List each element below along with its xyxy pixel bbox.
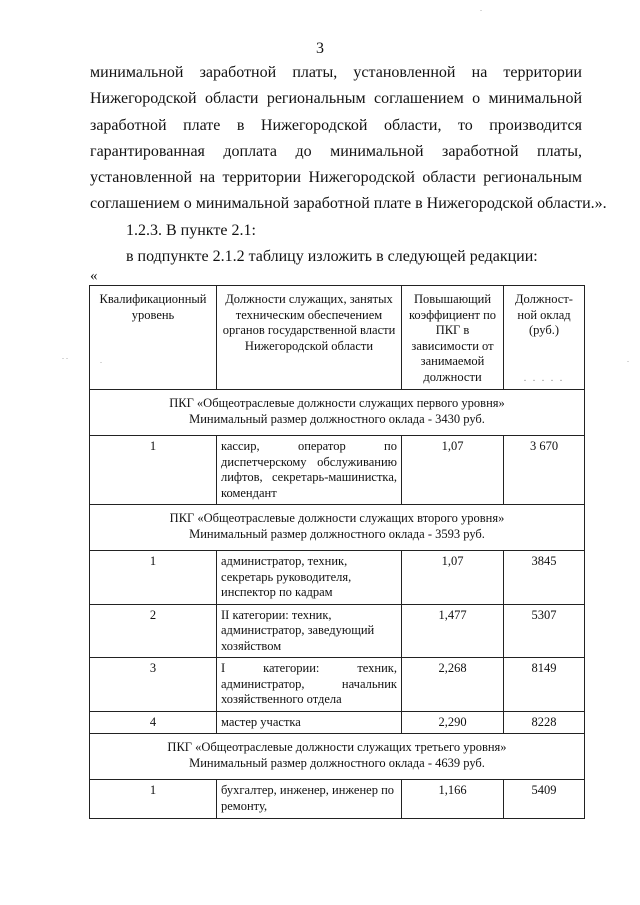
- cell-salary: 5409: [504, 780, 585, 819]
- cell-coefficient: 1,166: [402, 780, 504, 819]
- group-header-row: [90, 734, 585, 780]
- table-row: [90, 780, 585, 819]
- table-row: [90, 604, 585, 658]
- group-header: [90, 390, 585, 436]
- cell-coefficient: 1,477: [402, 604, 504, 658]
- group-min-salary: Минимальный размер должностного оклада - 4639 руб.: [189, 755, 485, 770]
- clause-heading: 1.2.3. В пункте 2.1:: [126, 221, 256, 239]
- group-min-salary: Минимальный размер должностного оклада - 3430 руб.: [189, 411, 485, 426]
- paragraph-line: установленной на территории Нижегородской области региональным: [90, 169, 582, 187]
- paragraph-line: гарантированная доплата до минимальной заработной платы,: [90, 142, 582, 160]
- paragraph-line: заработной плате в Нижегородской области, то производится: [90, 116, 582, 134]
- group-title: ПКГ «Общеотраслевые должности служащих первого уровня»: [169, 396, 505, 410]
- table-header-row: [90, 286, 585, 390]
- header-salary: [504, 286, 585, 390]
- header-level: Квалификационный уровень: [90, 286, 217, 390]
- group-header: [90, 734, 585, 780]
- scan-mark: . .: [62, 352, 68, 361]
- cell-salary: 8228: [504, 711, 585, 734]
- cell-salary: 3 670: [504, 436, 585, 505]
- table-row: [90, 711, 585, 734]
- cell-salary: 8149: [504, 658, 585, 712]
- paragraph-line: Нижегородской области региональным соглашением о минимальной: [90, 90, 582, 108]
- table-row: [90, 658, 585, 712]
- scan-mark: .: [100, 356, 102, 365]
- cell-positions: мастер участка: [217, 711, 402, 734]
- cell-positions: II категории: техник, администратор, заведующий хозяйством: [217, 604, 402, 658]
- cell-positions: администратор, техник, секретарь руководителя, инспектор по кадрам: [217, 551, 402, 605]
- cell-positions: кассир, оператор по диспетчерскому обслуживанию лифтов, секретарь-машинистка, комендант: [217, 436, 402, 505]
- cell-salary: 5307: [504, 604, 585, 658]
- instruction-text: в подпункте 2.1.2 таблицу изложить в следующей редакции:: [126, 248, 538, 266]
- body-text: [90, 60, 607, 270]
- open-quote: «: [90, 268, 98, 284]
- header-positions: Должности служащих, занятых техническим обеспечением органов государственной власти Нижегородской области: [217, 286, 402, 390]
- scan-mark: .: [480, 4, 482, 13]
- table-row: [90, 551, 585, 605]
- cell-level: 1: [90, 551, 217, 605]
- cell-level: 4: [90, 711, 217, 734]
- group-title: ПКГ «Общеотраслевые должности служащих третьего уровня»: [167, 740, 507, 754]
- paragraph-last-line: соглашением о минимальной заработной плате в Нижегородской области.».: [90, 195, 607, 213]
- cell-coefficient: 2,290: [402, 711, 504, 734]
- cell-level: 1: [90, 780, 217, 819]
- scan-mark: .: [627, 355, 629, 364]
- group-title: ПКГ «Общеотраслевые должности служащих второго уровня»: [169, 511, 505, 525]
- salary-table: [89, 285, 585, 819]
- header-coefficient: Повышающий коэффициент по ПКГ в зависимости от занимаемой должности: [402, 286, 504, 390]
- group-min-salary: Минимальный размер должностного оклада - 3593 руб.: [189, 526, 485, 541]
- cell-coefficient: 1,07: [402, 551, 504, 605]
- group-header: [90, 505, 585, 551]
- cell-level: 3: [90, 658, 217, 712]
- group-header-row: [90, 390, 585, 436]
- cell-coefficient: 1,07: [402, 436, 504, 505]
- scan-dots: . . . . .: [523, 372, 565, 384]
- header-salary-text: Должност-ной оклад (руб.): [515, 292, 573, 337]
- group-header-row: [90, 505, 585, 551]
- cell-level: 1: [90, 436, 217, 505]
- paragraph-line: минимальной заработной платы, установленной на территории: [90, 64, 582, 81]
- cell-positions: I категории: техник, администратор, начальник хозяйственного отдела: [217, 658, 402, 712]
- table-row: [90, 436, 585, 505]
- cell-level: 2: [90, 604, 217, 658]
- page-number: 3: [316, 40, 324, 57]
- cell-salary: 3845: [504, 551, 585, 605]
- cell-coefficient: 2,268: [402, 658, 504, 712]
- cell-positions: бухгалтер, инженер, инженер по ремонту,: [217, 780, 402, 819]
